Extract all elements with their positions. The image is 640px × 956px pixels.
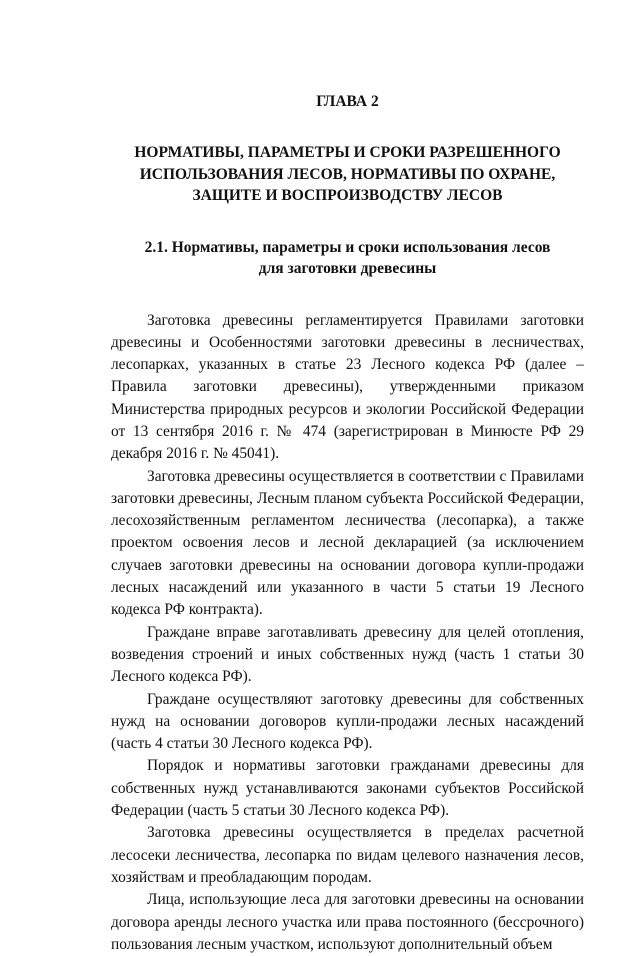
body-paragraph: Лица, использующие леса для заготовки древесины на основании договора аренды лесного участка или права постоянного (бессрочного) пользования лесным участком, используют дополнительный объем <box>111 891 584 953</box>
chapter-title-line: ЗАЩИТЕ И ВОСПРОИЗВОДСТВУ ЛЕСОВ <box>192 187 503 204</box>
body-paragraph: Заготовка древесины осуществляется в пределах расчетной лесосеки лесничества, лесопарка по видам целевого назначения лесов, хозяйствам и преобладающим породам. <box>111 824 584 886</box>
chapter-title-line: НОРМАТИВЫ, ПАРАМЕТРЫ И СРОКИ РАЗРЕШЕННОГО <box>134 144 561 161</box>
section-heading-line: для заготовки древесины <box>258 260 437 277</box>
chapter-title-line: ИСПОЛЬЗОВАНИЯ ЛЕСОВ, НОРМАТИВЫ ПО ОХРАНЕ, <box>139 165 556 183</box>
section-heading-line: 2.1. Нормативы, параметры и сроки использования лесов <box>144 238 551 256</box>
chapter-title <box>111 142 584 207</box>
body-paragraph: Порядок и нормативы заготовки гражданами древесины для собственных нужд устанавливаются законами субъектов Российской Федерации (часть 5 статьи 30 Лесного кодекса РФ). <box>111 757 584 820</box>
chapter-heading: ГЛАВА 2 <box>316 93 379 110</box>
body-paragraph: Граждане осуществляют заготовку древесины для собственных нужд на основании договоров купли-продажи лесных насаждений (часть 4 статьи 30 Лесного кодекса РФ). <box>111 690 584 753</box>
body-paragraph: Заготовка древесины осуществляется в соответствии с Правилами заготовки древесины, Лесным планом субъекта Российской Федерации, лесохозяйственным регламентом лесничества (лесопарка), а также проектом освоения лесов и лесной декларацией (за исключением случаев заготовки древесины на основании договора купли-продажи лесных насаждений или указанного в части 5 статьи 19 Лесного кодекса РФ контракта). <box>111 467 584 619</box>
body-paragraph: Заготовка древесины регламентируется Правилами заготовки древесины и Особенностями заготовки древесины в лесничествах, лесопарках, указанных в статье 23 Лесного кодекса РФ (далее – Правила заготовки древесины), утвержденными приказом Министерства природных ресурсов и экологии Российской Федерации от 13 сентября 2016 г. № 474 (зарегистрирован в Минюсте РФ 29 декабря 2016 г. № 45041). <box>111 311 584 463</box>
section-heading <box>111 237 584 280</box>
body-paragraph: Граждане вправе заготавливать древесину для целей отопления, возведения строений и иных собственных нужд (часть 1 статьи 30 Лесного кодекса РФ). <box>111 623 584 686</box>
